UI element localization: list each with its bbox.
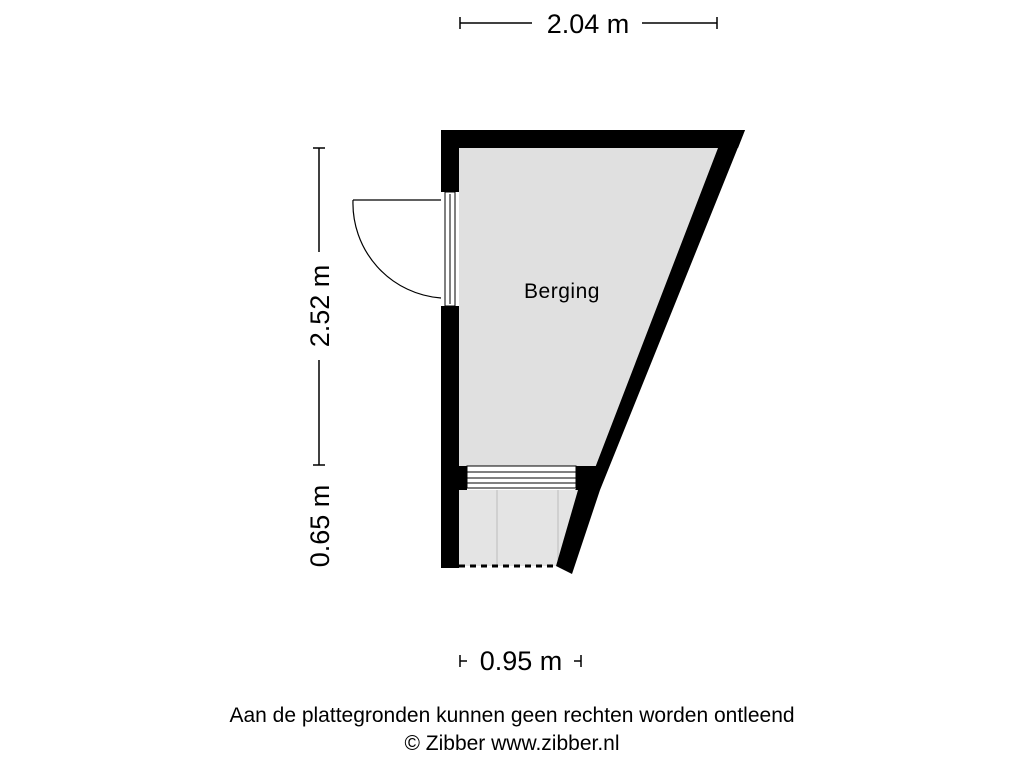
wall-inner-right xyxy=(576,466,600,490)
room-label-berging: Berging xyxy=(524,280,600,303)
door-swing-arc xyxy=(353,200,441,298)
footer-copyright: © Zibber www.zibber.nl xyxy=(404,732,620,755)
dimension-left-lower-label: 0.65 m xyxy=(305,484,335,568)
dimension-left-upper-label: 2.52 m xyxy=(305,264,335,348)
wall-left-lower xyxy=(441,306,459,568)
dimension-top xyxy=(460,9,717,39)
door xyxy=(353,192,455,306)
wall-inner-left xyxy=(459,466,467,490)
dimension-bottom xyxy=(460,646,581,676)
room-berging-floor xyxy=(459,148,718,468)
wall-top xyxy=(441,130,745,148)
dimension-top-label: 2.04 m xyxy=(546,9,630,39)
window xyxy=(467,466,576,488)
dimension-bottom-label: 0.95 m xyxy=(479,646,563,676)
dimension-left-upper xyxy=(305,148,335,465)
footer-disclaimer: Aan de plattegronden kunnen geen rechten worden ontleend xyxy=(229,704,795,727)
dimension-left-lower xyxy=(305,485,335,568)
wall-left-upper xyxy=(441,130,459,192)
